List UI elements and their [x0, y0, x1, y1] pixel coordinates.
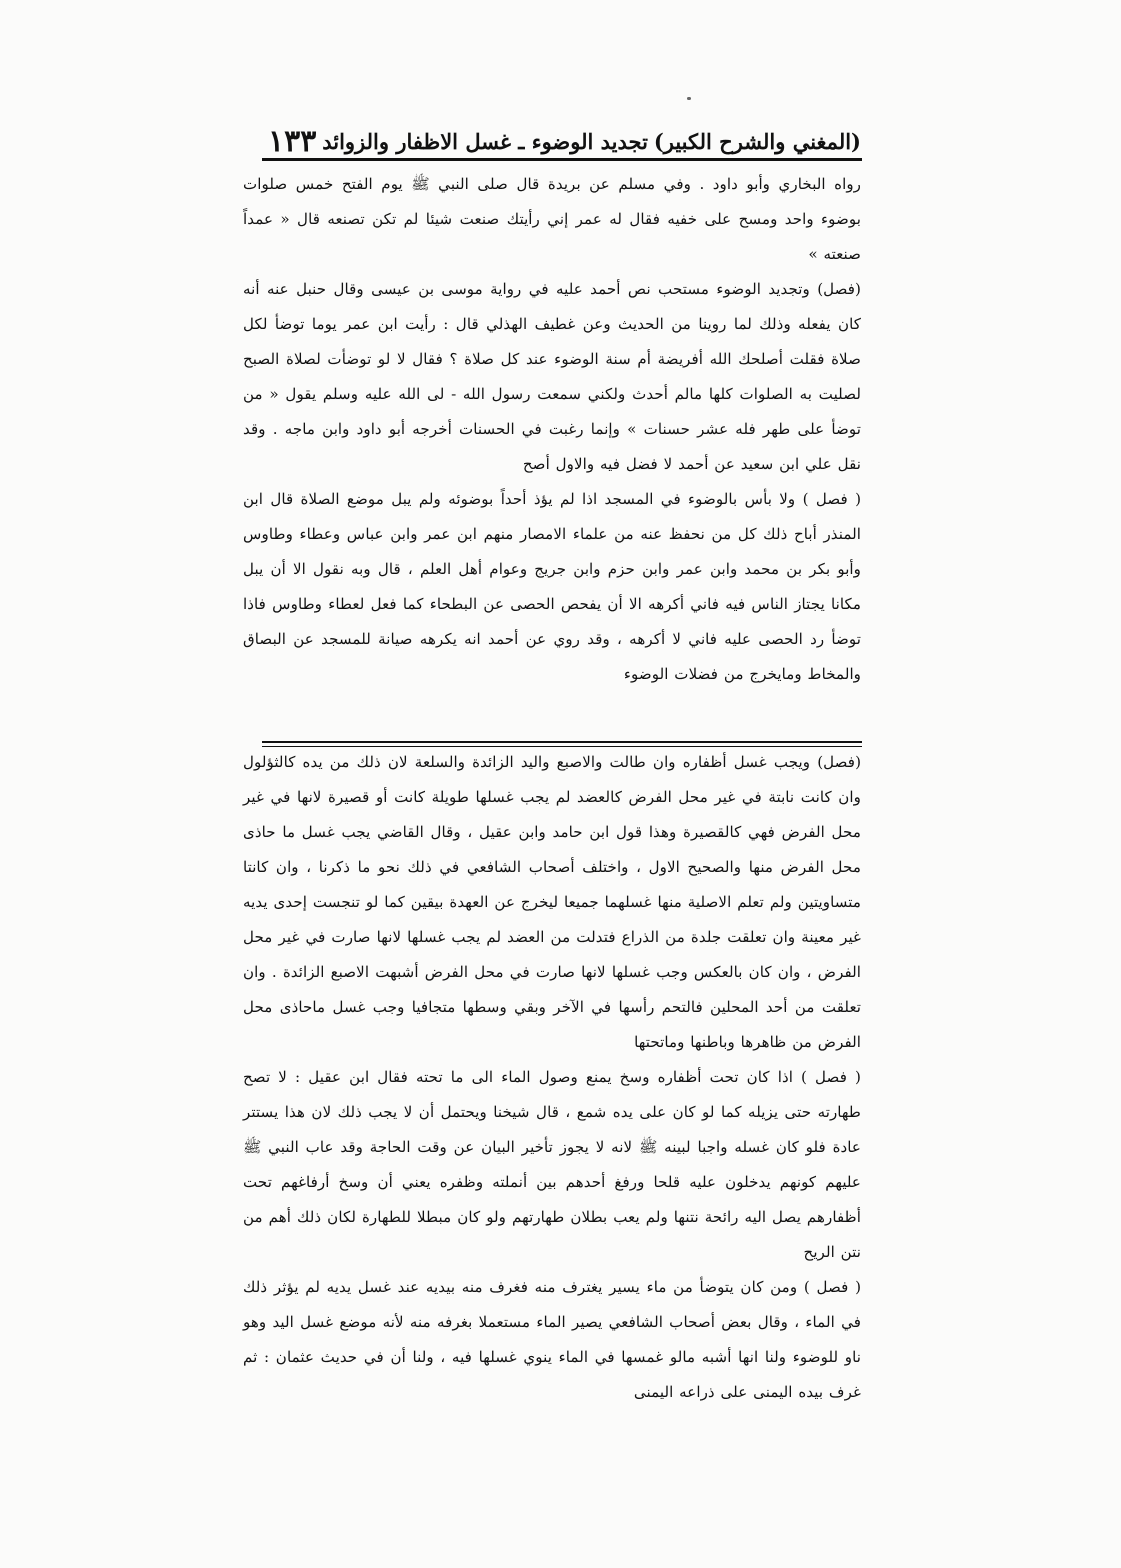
paragraph: (فصل) ويجب غسل أظفاره وان طالت والاصبع واليد الزائدة والسلعة لان ذلك من يده كالثؤلول وان كانت نابتة في غير محل الفرض كالعضد لم يجب غسلها طويلة كانت أو قصيرة لانها في غير محل الفرض فهي كالقصيرة وهذا قول ابن حامد وابن عقيل ، وقال القاضي يجب غسل ما حاذى محل الفرض منها والصحيح الاول ، واختلف أصحاب الشافعي في ذلك نحو ما ذكرنا ، وان كانتا متساويتين ولم تعلم الاصلية منها غسلهما جميعا ليخرج عن العهدة بيقين كما لو تنجست إحدى يديه غير معينة وان تعلقت جلدة من الذراع فتدلت من العضد لم يجب غسلها لانها صارت في غير محل الفرض ، وان كان بالعكس وجب غسلها لانها صارت في محل الفرض أشبهت الاصبع الزائدة . وان تعلقت من أحد المحلين فالتحم رأسها في الآخر وبقي وسطها متجافيا وجب غسل ماحاذى محل الفرض من ظاهرها وباطنها وماتحتها — [243, 753, 861, 1051]
book-title: (المغني والشرح الكبير) — [653, 128, 861, 154]
chapter-title: تجديد الوضوء ـ غسل الاظفار والزوائد — [322, 128, 648, 154]
header-rule — [262, 158, 862, 161]
section-divider — [262, 741, 862, 743]
paragraph: ( فصل ) اذا كان تحت أظفاره وسخ يمنع وصول الماء الى ما تحته فقال ابن عقيل : لا تصح طهارته حتى يزيله كما لو كان على يده شمع ، قال شيخنا ويحتمل أن لا يجب ذلك لان هذا يستتر عادة فلو كان غسله واجبا لبينه ﷺ لانه لا يجوز تأخير البيان عن وقت الحاجة وقد عاب النبي ﷺ عليهم كونهم يدخلون عليه قلحا ورفغ أحدهم بين أنملته وظفره يعني أن وسخ أرفاغهم تحت أظفارهم يصل اليه رائحة نتنها ولم يعب بطلان طهارتهم ولو كان مبطلا للطهارة لكان ذلك أهم من نتن الريح — [243, 1068, 861, 1261]
page-number: ١٣٣ — [268, 123, 317, 159]
paragraph: ( فصل ) ومن كان يتوضأ من ماء يسير يغترف منه فغرف منه بيديه عند غسل يديه لم يؤثر ذلك في الماء ، وقال بعض أصحاب الشافعي يصير الماء مستعملا بغرفه منه لأنه موضع غسل اليد وهو ناو للوضوء ولنا انها أشبه مالو غمسها في الماء ينوي غسلها فيه ، ولنا أن في حديث عثمان : ثم غرف بيده اليمنى على ذراعه اليمنى — [243, 1278, 861, 1401]
paragraph: رواه البخاري وأبو داود . وفي مسلم عن بريدة قال صلى النبي ﷺ يوم الفتح خمس صلوات بوضوء واحد ومسح على خفيه فقال له عمر إني رأيتك صنعت شيئا لم تكن تصنعه قال « عمداً صنعته » — [243, 175, 861, 263]
paragraph: ( فصل ) ولا بأس بالوضوء في المسجد اذا لم يؤذ أحداً بوضوئه ولم يبل موضع الصلاة قال ابن المنذر أباح ذلك كل من نحفظ عنه من علماء الامصار منهم ابن عمر وابن عباس وعطاء وطاوس وأبو بكر بن محمد وابن عمر وابن حزم وابن جريج وعوام أهل العلم ، قال وبه نقول الا أن يبل مكانا يجتاز الناس فيه فاني أكرهه الا أن يفحص الحصى عن البطحاء كما فعل لعطاء وطاوس فاذا توضأ رد الحصى عليه فاني لا أكرهه ، وقد روي عن أحمد انه يكرهه صيانة للمسجد عن البصاق والمخاط ومايخرج من فضلات الوضوء — [243, 490, 861, 683]
upper-section — [243, 167, 861, 692]
scan-speck — [687, 97, 691, 100]
lower-section — [243, 745, 861, 1410]
paragraph: (فصل) وتجديد الوضوء مستحب نص أحمد عليه في رواية موسى بن عيسى وقال حنبل عنه أنه كان يفعله وذلك لما روينا من الحديث وعن غطيف الهذلي قال : رأيت ابن عمر يوما توضأ لكل صلاة فقلت أصلحك الله أفريضة أم سنة الوضوء عند كل صلاة ؟ فقال لا لو توضأت لصلاة الصبح لصليت به الصلوات كلها مالم أحدث ولكني سمعت رسول الله - لى الله عليه وسلم يقول « من توضأ على طهر فله عشر حسنات » وإنما رغبت في الحسنات أخرجه أبو داود وابن ماجه . وقد نقل علي ابن سعيد عن أحمد لا فضل فيه والاول أصح — [243, 280, 861, 473]
